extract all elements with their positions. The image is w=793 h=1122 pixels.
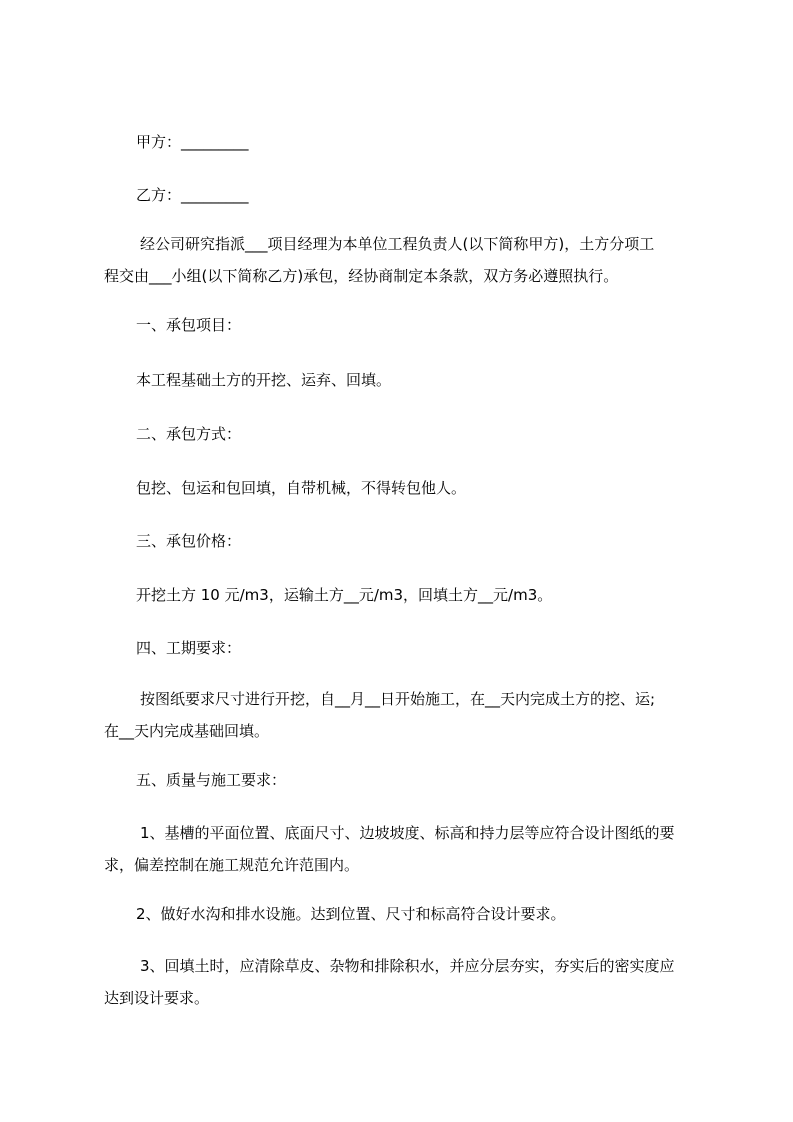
section-3-heading: 三、承包价格：	[136, 532, 242, 550]
section-2-body: 包挖、包运和包回填，自带机械，不得转包他人。	[136, 479, 467, 497]
section-5-heading: 五、质量与施工要求：	[136, 771, 287, 789]
section-5-item-1	[104, 817, 694, 881]
section-5-item-1-line-2: 求，偏差控制在施工规范允许范围内。	[104, 856, 360, 874]
section-4-body-line-1: 按图纸要求尺寸进行开挖，自__月__日开始施工，在__天内完成土方的挖、运;	[140, 690, 656, 708]
section-5-item-3-line-1: 3、回填土时，应清除草皮、杂物和排除积水，并应分层夯实，夯实后的密实度应	[140, 957, 675, 975]
party-b-line: 乙方：_________	[136, 186, 249, 204]
section-4-body-line-2: 在__天内完成基础回填。	[104, 722, 270, 740]
party-a-line: 甲方：_________	[136, 133, 249, 151]
section-4-heading: 四、工期要求：	[136, 639, 242, 657]
section-2-heading: 二、承包方式：	[136, 425, 242, 443]
section-5-item-2: 2、做好水沟和排水设施。达到位置、尺寸和标高符合设计要求。	[136, 905, 566, 923]
section-5-item-3	[104, 950, 694, 1014]
section-4-body	[104, 683, 694, 747]
section-1-body: 本工程基础土方的开挖、运弃、回填。	[136, 371, 392, 389]
intro-line-2: 程交由___小组(以下简称乙方)承包，经协商制定本条款，双方务必遵照执行。	[104, 267, 619, 285]
intro-line-1: 经公司研究指派___项目经理为本单位工程负责人(以下简称甲方)，土方分项工	[140, 235, 655, 253]
section-1-heading: 一、承包项目：	[136, 316, 242, 334]
intro-paragraph	[104, 228, 694, 292]
section-3-body: 开挖土方 10 元/m3，运输土方__元/m3，回填土方__元/m3。	[136, 586, 553, 604]
section-5-item-1-line-1: 1、基槽的平面位置、底面尺寸、边坡坡度、标高和持力层等应符合设计图纸的要	[140, 824, 675, 842]
section-5-item-3-line-2: 达到设计要求。	[104, 989, 210, 1007]
